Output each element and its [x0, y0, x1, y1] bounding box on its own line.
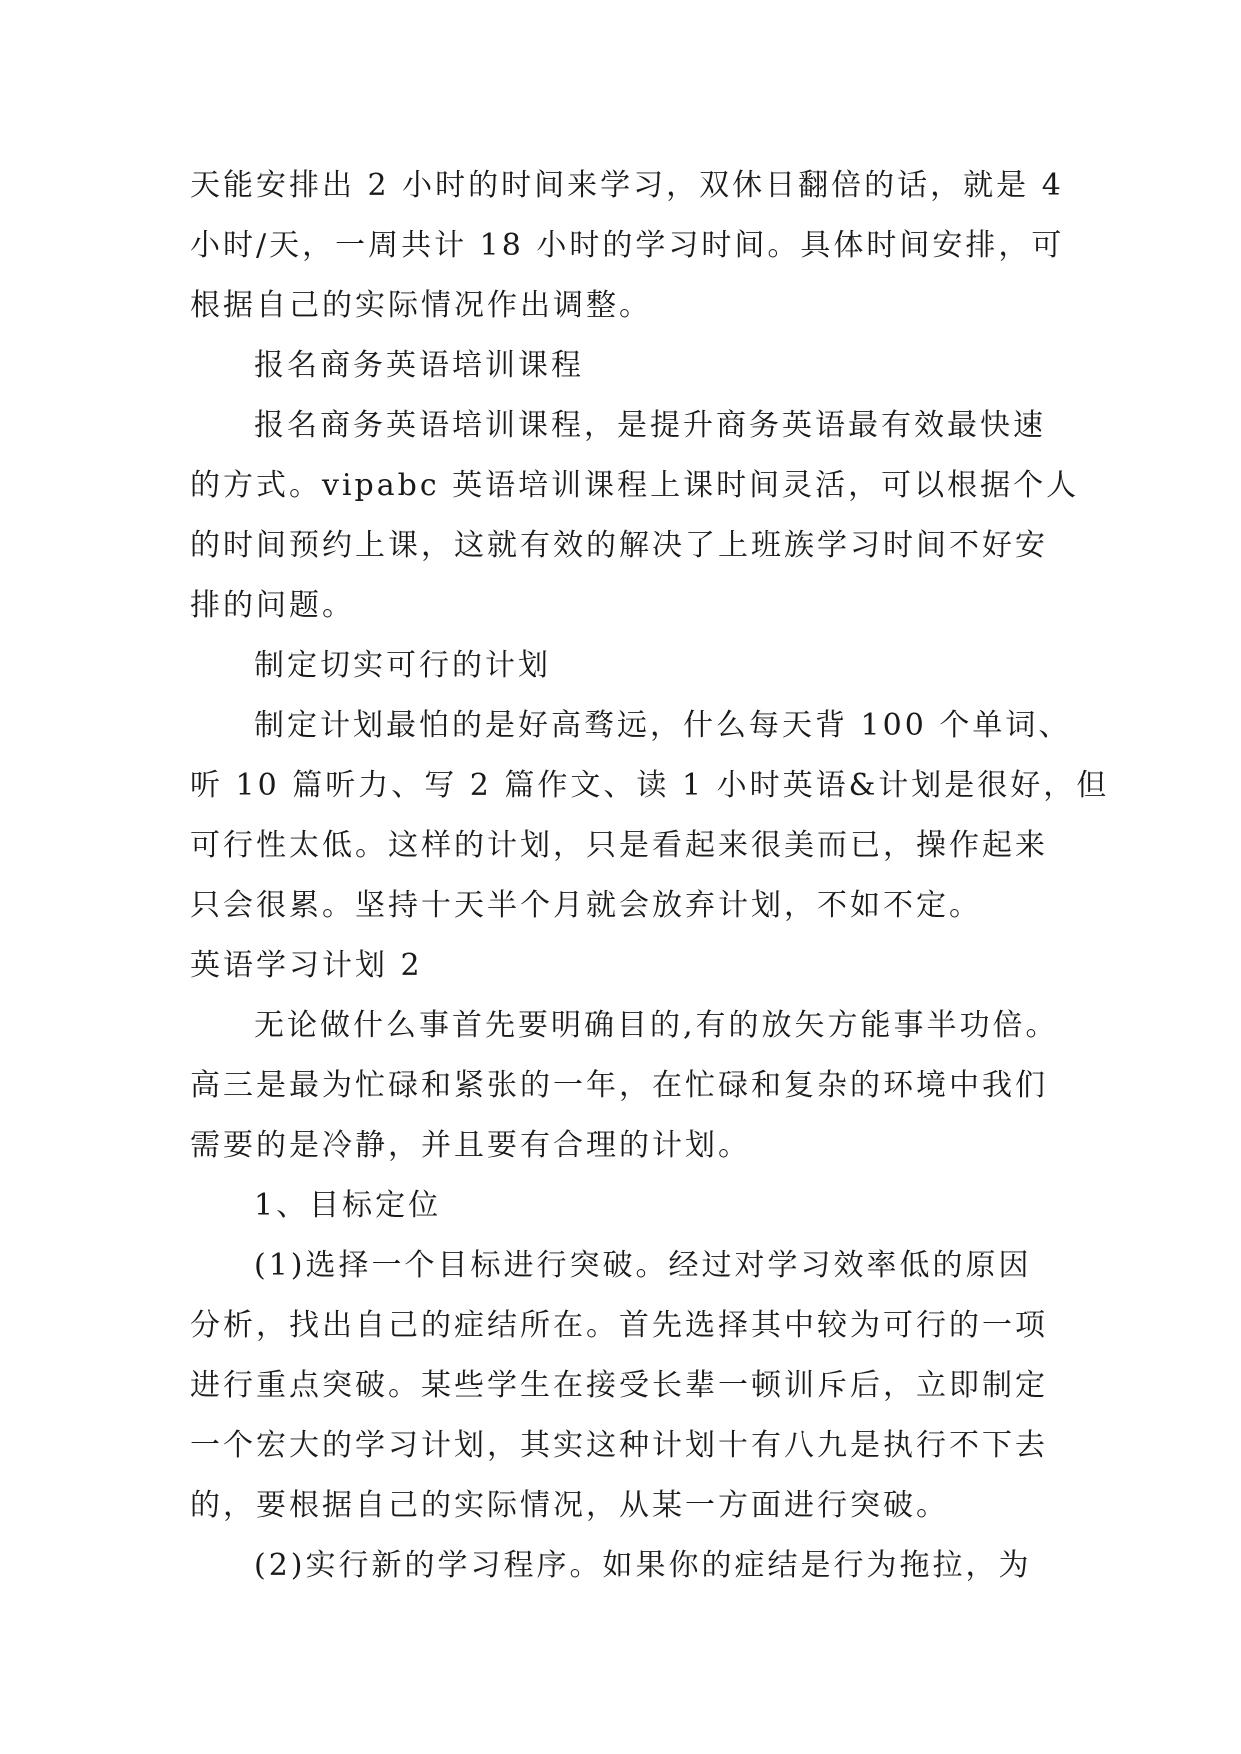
paragraph-line: 分析，找出自己的症结所在。首先选择其中较为可行的一项	[190, 1308, 1048, 1343]
paragraph-line: 报名商务英语培训课程，是提升商务英语最有效最快速	[254, 408, 1046, 443]
section-title-english-plan-2: 英语学习计划 2	[190, 948, 423, 983]
paragraph-line: 需要的是冷静，并且要有合理的计划。	[190, 1128, 751, 1163]
paragraph-line: 小时/天，一周共计 18 小时的学习时间。具体时间安排，可	[190, 228, 1065, 263]
paragraph-line: 听 10 篇听力、写 2 篇作文、读 1 小时英语&计划是很好，但	[190, 768, 1110, 803]
section-heading-goal-positioning: 1、目标定位	[254, 1188, 442, 1223]
paragraph-line: 进行重点突破。某些学生在接受长辈一顿训斥后，立即制定	[190, 1368, 1048, 1403]
paragraph-line: 可行性太低。这样的计划，只是看起来很美而已，操作起来	[190, 828, 1048, 863]
paragraph-line: 无论做什么事首先要明确目的,有的放矢方能事半功倍。	[254, 1008, 1059, 1043]
paragraph-line: 的方式。vipabc 英语培训课程上课时间灵活，可以根据个人	[190, 468, 1080, 503]
paragraph-line: 天能安排出 2 小时的时间来学习，双休日翻倍的话，就是 4	[190, 168, 1064, 203]
document-body	[190, 156, 1110, 1596]
paragraph-line: 只会很累。坚持十天半个月就会放弃计划，不如不定。	[190, 888, 982, 923]
paragraph-line: 一个宏大的学习计划，其实这种计划十有八九是执行不下去	[190, 1428, 1048, 1463]
paragraph-line: 高三是最为忙碌和紧张的一年，在忙碌和复杂的环境中我们	[190, 1068, 1048, 1103]
paragraph-line: (2)实行新的学习程序。如果你的症结是行为拖拉，为	[254, 1548, 1032, 1583]
paragraph-line: 根据自己的实际情况作出调整。	[190, 288, 652, 323]
paragraph-line: (1)选择一个目标进行突破。经过对学习效率低的原因	[254, 1248, 1032, 1283]
paragraph-line: 的，要根据自己的实际情况，从某一方面进行突破。	[190, 1488, 949, 1523]
section-heading-feasible-plan: 制定切实可行的计划	[254, 648, 551, 683]
paragraph-line: 制定计划最怕的是好高骛远，什么每天背 100 个单词、	[254, 708, 1072, 743]
paragraph-line: 排的问题。	[190, 588, 355, 623]
paragraph-line: 的时间预约上课，这就有效的解决了上班族学习时间不好安	[190, 528, 1048, 563]
section-heading-business-english-course: 报名商务英语培训课程	[254, 348, 584, 383]
